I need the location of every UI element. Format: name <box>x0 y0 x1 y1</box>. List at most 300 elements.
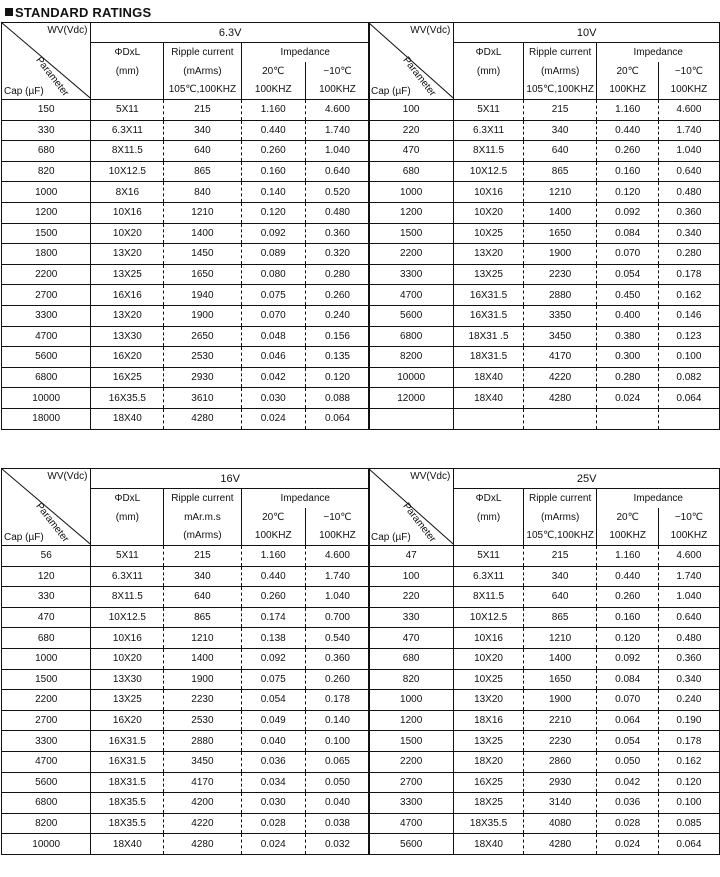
table-row <box>2 710 370 731</box>
voltage-header: 6.3V <box>91 23 370 43</box>
cap-cell: 2200 <box>369 244 454 265</box>
table-row <box>369 305 720 326</box>
ripple-cell: 1210 <box>164 202 241 223</box>
cap-cell: 1000 <box>2 648 91 669</box>
ripple-cell: 1650 <box>523 223 597 244</box>
impedance-minus10-cell: 0.100 <box>658 347 719 368</box>
impedance-minus10-cell: 4.600 <box>305 100 369 121</box>
table-row <box>369 161 720 182</box>
size-cell: 6.3X11 <box>454 566 523 587</box>
temp-minus10-header: −10℃ <box>658 62 719 81</box>
ripple-cell: 640 <box>523 141 597 162</box>
table-row <box>2 367 370 388</box>
ripple-cell: 1400 <box>164 223 241 244</box>
wv-label: WV(Vdc) <box>47 25 88 36</box>
table-row <box>2 566 370 587</box>
parameter-label: Parameter <box>400 55 438 99</box>
ripple-cell: 1900 <box>164 305 241 326</box>
ratings-table <box>1 22 370 430</box>
size-cell: 10X12.5 <box>454 161 523 182</box>
impedance-minus10-cell: 0.064 <box>658 834 719 855</box>
impedance-minus10-cell: 0.146 <box>658 305 719 326</box>
ripple-cell: 1650 <box>164 264 241 285</box>
impedance-20-cell: 0.030 <box>241 793 305 814</box>
impedance-20-cell <box>597 408 658 429</box>
size-cell: 18X40 <box>91 408 164 429</box>
impedance-header: Impedance <box>241 489 369 508</box>
ripple-cell: 1400 <box>523 648 597 669</box>
ripple-cell: 840 <box>164 182 241 203</box>
impedance-20-cell: 0.024 <box>597 388 658 409</box>
freq-header: 100KHZ <box>241 527 305 546</box>
page-title-text: STANDARD RATINGS <box>15 5 152 20</box>
impedance-minus10-cell: 0.178 <box>658 264 719 285</box>
size-cell: 5X11 <box>91 546 164 567</box>
size-cell: 16X16 <box>91 285 164 306</box>
cap-cell: 100 <box>369 566 454 587</box>
impedance-20-cell: 0.054 <box>597 731 658 752</box>
impedance-minus10-cell: 0.340 <box>658 223 719 244</box>
header-row <box>369 23 720 43</box>
cap-cell: 220 <box>369 587 454 608</box>
size-cell: 13X20 <box>454 690 523 711</box>
cap-cell: 1500 <box>369 731 454 752</box>
impedance-minus10-cell: 1.740 <box>658 566 719 587</box>
ripple-header: Ripple current <box>164 43 241 62</box>
impedance-minus10-cell: 0.240 <box>658 690 719 711</box>
impedance-20-cell: 0.440 <box>241 566 305 587</box>
ripple-cell: 215 <box>164 546 241 567</box>
table-row <box>369 120 720 141</box>
size-cell: 10X16 <box>454 628 523 649</box>
header-row <box>2 469 370 489</box>
cap-cell: 18000 <box>2 408 91 429</box>
size-cell: 10X16 <box>454 182 523 203</box>
size-cell: 18X35.5 <box>454 813 523 834</box>
table-row <box>369 793 720 814</box>
corner-header <box>369 23 454 100</box>
impedance-minus10-cell: 1.040 <box>658 587 719 608</box>
ripple-header: Ripple current <box>523 489 597 508</box>
table-row <box>2 202 370 223</box>
table-row <box>369 607 720 628</box>
header-row <box>2 23 370 43</box>
table-row <box>369 546 720 567</box>
table-row <box>2 100 370 121</box>
impedance-20-cell: 0.160 <box>597 607 658 628</box>
temp-20-header: 20℃ <box>241 62 305 81</box>
table-row <box>369 347 720 368</box>
impedance-minus10-cell: 0.064 <box>305 408 369 429</box>
size-unit: (mm) <box>454 62 523 81</box>
impedance-minus10-cell: 0.038 <box>305 813 369 834</box>
ripple-cell: 1400 <box>164 648 241 669</box>
impedance-20-cell: 0.042 <box>241 367 305 388</box>
ripple-cell: 3140 <box>523 793 597 814</box>
ripple-cell: 2230 <box>523 264 597 285</box>
cap-cell: 3300 <box>369 264 454 285</box>
impedance-minus10-cell: 0.156 <box>305 326 369 347</box>
table-row <box>2 182 370 203</box>
ripple-cell: 640 <box>164 587 241 608</box>
impedance-20-cell: 0.400 <box>597 305 658 326</box>
table-row <box>2 161 370 182</box>
table-row <box>2 305 370 326</box>
page-title <box>5 5 151 21</box>
size-cell: 10X12.5 <box>91 607 164 628</box>
table-row <box>2 772 370 793</box>
impedance-20-cell: 1.160 <box>241 546 305 567</box>
size-cell: 16X31.5 <box>91 731 164 752</box>
impedance-20-cell: 0.028 <box>241 813 305 834</box>
impedance-minus10-cell <box>658 408 719 429</box>
impedance-minus10-cell: 0.480 <box>305 202 369 223</box>
ripple-cell: 2650 <box>164 326 241 347</box>
table-row <box>369 264 720 285</box>
ripple-condition: (mArms) <box>164 527 241 546</box>
impedance-minus10-cell: 1.740 <box>305 120 369 141</box>
impedance-20-cell: 0.260 <box>241 587 305 608</box>
ripple-cell: 1210 <box>523 182 597 203</box>
ripple-cell: 4080 <box>523 813 597 834</box>
size-cell: 18X40 <box>91 834 164 855</box>
ripple-cell: 865 <box>164 161 241 182</box>
table-row <box>2 546 370 567</box>
impedance-20-cell: 0.300 <box>597 347 658 368</box>
cap-cell: 1500 <box>2 669 91 690</box>
impedance-minus10-cell: 0.088 <box>305 388 369 409</box>
ripple-cell: 1400 <box>523 202 597 223</box>
impedance-header: Impedance <box>597 43 720 62</box>
size-cell: 18X35.5 <box>91 813 164 834</box>
table-row <box>2 587 370 608</box>
impedance-minus10-cell: 0.320 <box>305 244 369 265</box>
impedance-20-cell: 0.024 <box>597 834 658 855</box>
size-blank <box>454 81 523 100</box>
size-cell: 18X31.5 <box>454 347 523 368</box>
cap-cell: 10000 <box>2 388 91 409</box>
impedance-minus10-cell: 1.740 <box>305 566 369 587</box>
impedance-20-cell: 0.050 <box>597 751 658 772</box>
impedance-20-cell: 0.064 <box>597 710 658 731</box>
table-row <box>369 202 720 223</box>
cap-cell: 470 <box>369 141 454 162</box>
ripple-cell: 4220 <box>164 813 241 834</box>
impedance-20-cell: 0.028 <box>597 813 658 834</box>
voltage-header: 25V <box>454 469 720 489</box>
size-cell: 8X11.5 <box>454 141 523 162</box>
cap-cell <box>369 408 454 429</box>
impedance-20-cell: 0.030 <box>241 388 305 409</box>
cap-cell: 12000 <box>369 388 454 409</box>
size-cell: 10X25 <box>454 223 523 244</box>
voltage-header: 10V <box>454 23 720 43</box>
size-cell: 10X12.5 <box>91 161 164 182</box>
impedance-20-cell: 0.440 <box>241 120 305 141</box>
ripple-cell: 865 <box>523 607 597 628</box>
impedance-20-cell: 0.036 <box>597 793 658 814</box>
size-cell: 6.3X11 <box>91 566 164 587</box>
header-row <box>369 469 720 489</box>
table-row <box>2 408 370 429</box>
cap-cell: 1800 <box>2 244 91 265</box>
impedance-20-cell: 1.160 <box>241 100 305 121</box>
cap-cell: 1200 <box>369 710 454 731</box>
impedance-minus10-cell: 0.040 <box>305 793 369 814</box>
cap-cell: 680 <box>369 161 454 182</box>
temp-minus10-header: −10℃ <box>305 508 369 527</box>
parameter-label: Parameter <box>400 501 438 545</box>
impedance-minus10-cell: 1.740 <box>658 120 719 141</box>
ripple-cell: 640 <box>523 587 597 608</box>
impedance-minus10-cell: 0.100 <box>305 731 369 752</box>
table-row <box>369 244 720 265</box>
size-cell: 18X25 <box>454 793 523 814</box>
size-cell: 18X20 <box>454 751 523 772</box>
impedance-minus10-cell: 1.040 <box>305 587 369 608</box>
impedance-minus10-cell: 0.178 <box>305 690 369 711</box>
cap-cell: 2200 <box>2 690 91 711</box>
size-header: ΦDxL <box>91 489 164 508</box>
size-cell: 13X20 <box>91 305 164 326</box>
table-row <box>2 388 370 409</box>
size-cell: 10X20 <box>454 648 523 669</box>
cap-cell: 5600 <box>2 772 91 793</box>
temp-20-header: 20℃ <box>597 62 658 81</box>
impedance-20-cell: 0.140 <box>241 182 305 203</box>
size-header: ΦDxL <box>454 489 523 508</box>
cap-cell: 820 <box>2 161 91 182</box>
ripple-cell: 1210 <box>164 628 241 649</box>
corner-header <box>369 469 454 546</box>
cap-cell: 4700 <box>369 285 454 306</box>
impedance-minus10-cell: 0.280 <box>305 264 369 285</box>
table-row <box>2 347 370 368</box>
impedance-20-cell: 0.046 <box>241 347 305 368</box>
size-cell: 18X31.5 <box>91 772 164 793</box>
table-row <box>369 285 720 306</box>
table-row <box>2 120 370 141</box>
ratings-table-6v3 <box>1 22 369 430</box>
cap-cell: 10000 <box>2 834 91 855</box>
size-cell: 16X25 <box>454 772 523 793</box>
ratings-table-10v <box>368 22 719 430</box>
ripple-cell: 340 <box>523 566 597 587</box>
cap-cell: 330 <box>2 587 91 608</box>
ratings-table-25v <box>368 468 719 855</box>
ripple-condition: 105℃,100KHZ <box>523 527 597 546</box>
size-cell: 18X31 .5 <box>454 326 523 347</box>
cap-cell: 680 <box>369 648 454 669</box>
size-cell: 13X25 <box>91 264 164 285</box>
impedance-minus10-cell: 0.360 <box>658 202 719 223</box>
cap-cell: 150 <box>2 100 91 121</box>
size-blank <box>91 527 164 546</box>
ripple-cell: 1900 <box>164 669 241 690</box>
ripple-cell: 2930 <box>164 367 241 388</box>
impedance-minus10-cell: 4.600 <box>658 100 719 121</box>
size-cell: 8X11.5 <box>91 587 164 608</box>
impedance-20-cell: 0.120 <box>241 202 305 223</box>
impedance-20-cell: 0.054 <box>241 690 305 711</box>
ripple-cell: 3450 <box>523 326 597 347</box>
cap-cell: 100 <box>369 100 454 121</box>
impedance-minus10-cell: 0.135 <box>305 347 369 368</box>
impedance-20-cell: 0.075 <box>241 285 305 306</box>
table-row <box>369 669 720 690</box>
impedance-20-cell: 0.089 <box>241 244 305 265</box>
size-cell: 18X40 <box>454 388 523 409</box>
ripple-cell: 4280 <box>523 834 597 855</box>
cap-cell: 120 <box>2 566 91 587</box>
ripple-cell <box>523 408 597 429</box>
cap-cell: 6800 <box>369 326 454 347</box>
impedance-20-cell: 0.280 <box>597 367 658 388</box>
table-row <box>369 566 720 587</box>
size-cell: 16X20 <box>91 347 164 368</box>
size-cell: 5X11 <box>454 546 523 567</box>
ripple-cell: 215 <box>523 100 597 121</box>
ripple-cell: 215 <box>523 546 597 567</box>
table-row <box>369 587 720 608</box>
impedance-20-cell: 0.260 <box>597 141 658 162</box>
size-cell: 13X20 <box>91 244 164 265</box>
size-cell: 16X20 <box>91 710 164 731</box>
cap-cell: 6800 <box>2 367 91 388</box>
cap-cell: 8200 <box>369 347 454 368</box>
size-cell: 5X11 <box>91 100 164 121</box>
table-row <box>369 772 720 793</box>
cap-cell: 220 <box>369 120 454 141</box>
cap-cell: 330 <box>369 607 454 628</box>
ripple-unit: (mArms) <box>164 62 241 81</box>
size-cell: 13X25 <box>91 690 164 711</box>
table-row <box>2 793 370 814</box>
impedance-minus10-cell: 0.640 <box>658 607 719 628</box>
size-unit: (mm) <box>91 508 164 527</box>
cap-cell: 47 <box>369 546 454 567</box>
impedance-20-cell: 0.084 <box>597 223 658 244</box>
impedance-20-cell: 0.070 <box>241 305 305 326</box>
cap-cell: 1000 <box>369 182 454 203</box>
table-row <box>369 731 720 752</box>
ripple-cell: 4170 <box>523 347 597 368</box>
ratings-table <box>1 468 370 855</box>
cap-cell: 5600 <box>2 347 91 368</box>
size-unit: (mm) <box>454 508 523 527</box>
impedance-minus10-cell: 0.280 <box>658 244 719 265</box>
impedance-minus10-cell: 0.480 <box>658 628 719 649</box>
impedance-minus10-cell: 0.064 <box>658 388 719 409</box>
size-cell <box>454 408 523 429</box>
size-cell: 18X40 <box>454 834 523 855</box>
impedance-minus10-cell: 0.360 <box>658 648 719 669</box>
cap-cell: 680 <box>2 628 91 649</box>
size-cell: 10X12.5 <box>454 607 523 628</box>
wv-label: WV(Vdc) <box>410 471 451 482</box>
cap-cell: 330 <box>2 120 91 141</box>
impedance-header: Impedance <box>241 43 369 62</box>
temp-minus10-header: −10℃ <box>658 508 719 527</box>
table-row <box>2 648 370 669</box>
table-row <box>369 751 720 772</box>
cap-cell: 10000 <box>369 367 454 388</box>
cap-cell: 1500 <box>369 223 454 244</box>
impedance-minus10-cell: 0.260 <box>305 285 369 306</box>
corner-header <box>2 469 91 546</box>
size-blank <box>454 527 523 546</box>
impedance-minus10-cell: 0.162 <box>658 751 719 772</box>
size-cell: 10X20 <box>91 223 164 244</box>
ripple-cell: 340 <box>523 120 597 141</box>
cap-cell: 2700 <box>369 772 454 793</box>
ripple-cell: 2880 <box>523 285 597 306</box>
cap-cell: 56 <box>2 546 91 567</box>
temp-20-header: 20℃ <box>597 508 658 527</box>
cap-cell: 470 <box>369 628 454 649</box>
wv-label: WV(Vdc) <box>47 471 88 482</box>
size-cell: 6.3X11 <box>454 120 523 141</box>
cap-cell: 1200 <box>2 202 91 223</box>
cap-cell: 5600 <box>369 834 454 855</box>
table-row <box>369 408 720 429</box>
impedance-minus10-cell: 0.340 <box>658 669 719 690</box>
impedance-20-cell: 0.036 <box>241 751 305 772</box>
impedance-20-cell: 0.048 <box>241 326 305 347</box>
table-row <box>2 244 370 265</box>
ripple-cell: 4170 <box>164 772 241 793</box>
impedance-20-cell: 0.160 <box>241 161 305 182</box>
ripple-cell: 865 <box>164 607 241 628</box>
size-cell: 16X25 <box>91 367 164 388</box>
cap-cell: 1000 <box>369 690 454 711</box>
freq-header: 100KHZ <box>241 81 305 100</box>
table-row <box>369 367 720 388</box>
square-bullet-icon <box>5 8 13 16</box>
parameter-label: Parameter <box>33 501 71 545</box>
freq-header: 100KHZ <box>597 527 658 546</box>
impedance-minus10-cell: 0.178 <box>658 731 719 752</box>
cap-cell: 2200 <box>2 264 91 285</box>
ripple-cell: 1210 <box>523 628 597 649</box>
impedance-header: Impedance <box>597 489 720 508</box>
impedance-20-cell: 0.160 <box>597 161 658 182</box>
table-row <box>369 388 720 409</box>
impedance-20-cell: 0.450 <box>597 285 658 306</box>
impedance-minus10-cell: 0.140 <box>305 710 369 731</box>
ripple-cell: 1900 <box>523 244 597 265</box>
impedance-minus10-cell: 0.100 <box>658 793 719 814</box>
ripple-cell: 4280 <box>164 408 241 429</box>
impedance-minus10-cell: 0.520 <box>305 182 369 203</box>
table-row <box>369 223 720 244</box>
ripple-cell: 340 <box>164 120 241 141</box>
impedance-20-cell: 0.040 <box>241 731 305 752</box>
impedance-20-cell: 0.075 <box>241 669 305 690</box>
impedance-minus10-cell: 0.123 <box>658 326 719 347</box>
freq-header: 100KHZ <box>305 527 369 546</box>
size-cell: 16X31.5 <box>454 305 523 326</box>
ripple-cell: 2230 <box>523 731 597 752</box>
cap-cell: 820 <box>369 669 454 690</box>
impedance-minus10-cell: 0.085 <box>658 813 719 834</box>
table-row <box>2 264 370 285</box>
table-row <box>2 607 370 628</box>
impedance-minus10-cell: 0.360 <box>305 648 369 669</box>
size-cell: 8X11.5 <box>91 141 164 162</box>
table-row <box>369 710 720 731</box>
freq-header: 100KHZ <box>305 81 369 100</box>
